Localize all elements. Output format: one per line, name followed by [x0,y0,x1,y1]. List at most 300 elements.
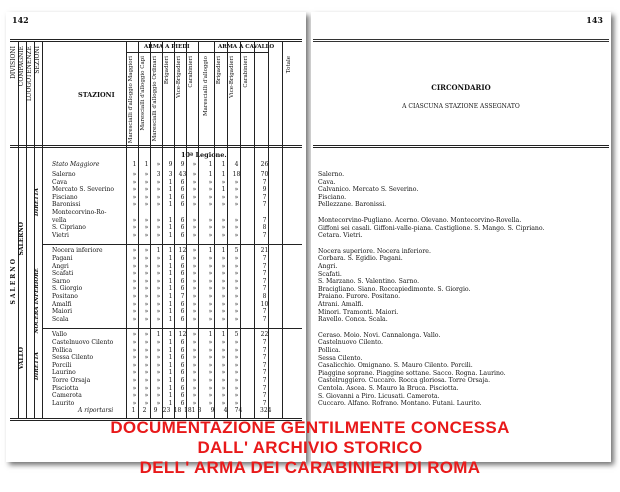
cell: 7 [262,339,267,346]
cell: » [192,231,197,239]
cell: » [132,247,137,255]
left-header-2: LUOGOTENENZE [26,46,33,102]
cell: » [156,193,161,201]
circondario-entry: Ceraso. Moio. Novi. Cannalonga. Vallo. [318,331,441,339]
cell: 26 [260,161,269,168]
cell: 1 [168,399,173,407]
cell: 7 [262,216,267,224]
cell: 5 [234,247,239,255]
cell: » [132,346,137,354]
column-header-4: Vice-Brigadieri [176,56,182,98]
column-header-5: Carabinieri [188,56,194,88]
left-header-1: COMPAGNIE [18,46,25,87]
cell: » [208,308,213,316]
cell: » [221,193,226,201]
cell: 1 [221,186,226,194]
station-name: Angri [52,262,69,270]
cell: » [208,399,213,407]
cell: 1 [168,339,173,346]
rule [42,328,302,329]
cell: 1 [168,231,173,239]
cell: 1 [168,262,173,270]
cell: » [221,201,226,209]
column-header-8: Vice-Brigadieri [229,56,235,98]
stato-maggiore-label: Stato Maggiore [52,161,100,168]
cell: 6 [180,346,185,354]
cell: » [221,262,226,270]
cell: 3 [156,171,161,178]
cell: 7 [262,231,267,239]
circondario-entry: S. Marzano. S. Valentino. Sarno. [318,278,420,286]
cell: » [221,361,226,369]
cell: 1 [168,277,173,285]
cell: » [192,331,197,339]
circondario-entry: Piaggine soprane. Piaggine sottane. Sacco. Rogna. Laurino. [318,369,506,377]
cell: » [156,277,161,285]
cell: » [132,399,137,407]
cell: 1 [221,161,226,168]
cell: » [234,392,239,400]
station-name: Mercato S. Severino [52,186,115,194]
circondario-entry: Giffoni sei casali. Giffoni-valle-piana. Castiglione. S. Mango. S. Cipriano. [318,224,545,232]
cell: » [234,377,239,384]
cell: 12 [178,331,187,339]
cell: 7 [262,361,267,369]
cell: 1 [168,224,173,232]
archive-watermark [0,418,620,478]
cell: » [234,399,239,407]
station-name: Fisciano [52,193,78,201]
cell: » [132,377,137,384]
cell: » [192,384,197,392]
cell: 1 [208,161,213,168]
cell: » [208,354,213,362]
riportarsi-label: A riportarsi [78,407,114,414]
cell: » [192,224,197,232]
cell: 5 [234,331,239,339]
cell: » [221,293,226,300]
cell: » [156,361,161,369]
cell: » [234,293,239,300]
cell: » [234,354,239,362]
cell: » [192,161,197,168]
cell: 6 [180,308,185,316]
cell: » [144,216,149,224]
riportarsi-cell: 23 [162,407,171,414]
cell: » [144,201,149,209]
cell: » [221,354,226,362]
cell: » [132,262,137,270]
cell: » [144,384,149,392]
cell: 6 [180,369,185,377]
cell: » [156,339,161,346]
cell: 6 [180,377,185,384]
cell: » [234,369,239,377]
rule [126,52,214,53]
cell: 1 [168,186,173,194]
cell: » [132,231,137,239]
circondario-entry: Salerno. [318,171,345,178]
cell: 1 [168,384,173,392]
cell: » [208,216,213,224]
station-name: Amalfi [52,300,72,308]
rule [214,52,268,53]
cell: » [221,377,226,384]
cell: » [208,377,213,384]
station-name: Torre Orsaja [52,377,91,384]
cell: » [234,300,239,308]
cell: » [208,361,213,369]
riportarsi-cell: 4 [223,407,228,414]
circondario-title: CIRCONDARIO [431,83,491,92]
left-header-3: SEZIONI [34,46,41,74]
cell: 1 [168,361,173,369]
cell: » [208,262,213,270]
cell: » [192,186,197,194]
cell: 1 [168,193,173,201]
station-name: Pisciotta [52,384,79,392]
cell: 6 [180,178,185,186]
cell: » [156,270,161,278]
division-label: SALERNO [10,257,17,305]
cell: » [144,308,149,316]
left-header-0: DIVISIONI [10,46,17,79]
cell: » [156,161,161,168]
cell: » [234,346,239,354]
arma-piedi-header: ARMA A PIEDI [144,44,190,50]
cell: » [156,178,161,186]
circondario-entry: Montecorvino-Pugliano. Acerno. Olevano. Montecorvino-Rovella. [318,217,522,224]
cell: 1 [168,270,173,278]
cell: » [192,293,197,300]
cell: » [208,255,213,262]
riportarsi-cell: 324 [260,407,272,414]
cell: » [221,392,226,400]
cell: 6 [180,285,185,293]
cell: » [132,201,137,209]
cell: » [156,216,161,224]
cell: 1 [144,161,149,168]
cell: » [144,262,149,270]
cell: » [156,255,161,262]
cell: 9 [180,161,185,168]
cell: » [144,399,149,407]
station-name: Montecorvino-Ro- [52,209,107,216]
station-name: Scafati [52,270,74,278]
cell: 7 [262,262,267,270]
cell: 1 [156,331,161,339]
cell: 7 [262,315,267,323]
cell: 18 [232,171,241,178]
cell: » [144,293,149,300]
riportarsi-cell: 1 [131,407,136,414]
column-header-6: Marescialli d'alloggio [203,56,209,117]
cell: » [192,300,197,308]
cell: 1 [168,247,173,255]
stations-header: STAZIONI [78,91,115,99]
cell: 6 [180,255,185,262]
station-name: Vallo [52,331,67,339]
cell: 12 [178,247,187,255]
cell: 6 [180,201,185,209]
station-name: Sessa Cilento [52,354,94,362]
cell: » [234,178,239,186]
cell: » [192,346,197,354]
circondario-entry: Castelruggiero. Cuccaro. Rocca gloriosa. Torre Orsaja. [318,377,491,385]
cell: 1 [168,346,173,354]
circondario-entry: Calvanico. Mercato S. Severino. [318,186,419,194]
station-name: Camerota [52,392,82,400]
cell: 7 [262,201,267,209]
cell: » [208,339,213,346]
cell: 1 [208,331,213,339]
arma-cavallo-header: ARMA A CAVALLO [218,44,275,50]
cell: » [221,346,226,354]
cell: » [192,262,197,270]
cell: » [132,308,137,316]
cell: 1 [221,331,226,339]
right-page [311,12,611,462]
cell: 7 [262,178,267,186]
riportarsi-cell: 9 [210,407,215,414]
cell: » [221,178,226,186]
cell: 7 [262,354,267,362]
cell: » [192,377,197,384]
cell: » [234,315,239,323]
cell: » [208,270,213,278]
column-header-7: Brigadieri [216,56,222,85]
lieutenancy-label-0: DIRETTA [34,188,40,217]
cell: » [208,369,213,377]
total-header: Totale [286,56,292,74]
cell: » [234,339,239,346]
left-page-number: 142 [12,15,29,25]
station-name: Salerno [52,171,76,178]
cell: » [156,293,161,300]
cell: » [156,392,161,400]
cell: » [144,231,149,239]
cell: » [208,346,213,354]
rule [10,39,302,40]
cell: 1 [221,247,226,255]
cell: » [234,308,239,316]
cell: 7 [262,369,267,377]
cell: » [234,285,239,293]
circondario-entry: Angri. [318,263,338,270]
cell: » [192,255,197,262]
cell: 7 [262,285,267,293]
cell: » [144,315,149,323]
cell: 7 [262,399,267,407]
cell: » [132,369,137,377]
cell: » [192,285,197,293]
cell: » [156,300,161,308]
cell: » [156,308,161,316]
cell: » [234,270,239,278]
cell: » [156,186,161,194]
cell: » [208,277,213,285]
cell: » [156,346,161,354]
station-name: S. Cipriano [52,224,86,232]
cell: » [221,300,226,308]
cell: » [234,277,239,285]
cell: » [144,354,149,362]
cell: 6 [180,231,185,239]
cell: » [221,315,226,323]
cell: 6 [180,361,185,369]
cell: 6 [180,315,185,323]
cell: » [132,384,137,392]
cell: » [208,231,213,239]
cell: 1 [168,354,173,362]
riportarsi-cell: 3 [197,407,202,414]
station-name: Sarno [52,277,71,285]
cell: » [221,277,226,285]
station-name: Castelnuovo Cilento [52,339,114,346]
cell: » [221,339,226,346]
cell: 4 [234,161,239,168]
cell: » [144,247,149,255]
station-name: Nocera inferiore [52,247,103,255]
cell: » [192,193,197,201]
cell: » [132,293,137,300]
cell: » [192,178,197,186]
cell: 6 [180,399,185,407]
rule [42,244,302,245]
cell: » [156,354,161,362]
cell: 7 [262,193,267,201]
cell: » [208,285,213,293]
cell: » [221,369,226,377]
cell: » [156,369,161,377]
legion-title: 10ª Legione. [181,151,227,159]
cell: 6 [180,339,185,346]
cell: » [234,224,239,232]
rule [254,41,255,418]
cell: » [144,224,149,232]
station-name: Laurino [52,369,76,377]
watermark-line-1: DOCUMENTAZIONE GENTILMENTE CONCESSA [110,418,510,437]
cell: » [156,285,161,293]
rule [282,41,283,418]
company2-label: VALLO [18,347,25,370]
column-header-3: Brigadieri [164,56,170,85]
cell: » [234,193,239,201]
cell: » [208,300,213,308]
cell: 1 [168,331,173,339]
cell: » [144,171,149,178]
cell: » [208,315,213,323]
station-name: Pagani [52,255,73,262]
cell: 9 [262,186,267,194]
cell: » [208,384,213,392]
cell: 7 [262,377,267,384]
cell: » [132,361,137,369]
rule [10,147,302,148]
cell: » [132,339,137,346]
cell: 1 [168,201,173,209]
cell: 21 [260,247,269,255]
cell: » [156,201,161,209]
cell: » [132,331,137,339]
cell: » [192,339,197,346]
cell: 1 [168,308,173,316]
cell: » [156,231,161,239]
cell: » [132,277,137,285]
cell: 8 [262,293,267,300]
cell: » [144,186,149,194]
left-page [6,12,306,462]
cell: » [192,277,197,285]
circondario-entry: Pollica. [318,347,341,354]
cell: » [144,178,149,186]
riportarsi-cell: 2 [142,407,147,414]
cell: » [144,339,149,346]
riportarsi-cell: 9 [153,407,158,414]
cell: 1 [168,293,173,300]
cell: » [156,377,161,384]
cell: 7 [262,384,267,392]
cell: 22 [260,331,269,339]
circondario-entry: Cuccaro. Alfano. Rofrano. Montano. Futani. Laurito. [318,400,482,408]
cell: » [221,285,226,293]
cell: » [192,247,197,255]
cell: 6 [180,384,185,392]
station-name: S. Giorgio [52,285,83,293]
cell: » [132,354,137,362]
cell: » [234,255,239,262]
column-header-1: Marescialli d'alloggio Capi [140,56,146,131]
cell: 1 [156,247,161,255]
cell: » [208,193,213,201]
station-name: vella [52,216,67,224]
cell: 1 [168,255,173,262]
cell: 6 [180,354,185,362]
cell: 6 [180,277,185,285]
cell: » [144,369,149,377]
cell: » [234,201,239,209]
cell: 6 [180,300,185,308]
cell: » [221,399,226,407]
column-header-9: Carabinieri [243,56,249,88]
circondario-entry: Praiano. Furore. Positano. [318,293,401,301]
cell: 6 [180,392,185,400]
circondario-entry: Ravello. Conca. Scala. [318,316,388,324]
cell: » [144,193,149,201]
cell: » [208,186,213,194]
circondario-entry: Castelnuovo Cilento. [318,339,384,347]
cell: » [144,285,149,293]
cell: » [234,384,239,392]
cell: » [192,361,197,369]
cell: 1 [208,247,213,255]
circondario-entry: Corbara. S. Egidio. Pagani. [318,255,403,263]
cell: 7 [262,308,267,316]
circondario-entry: Casalicchio. Omignano. S. Mauro Cilento. Porcili. [318,362,473,370]
cell: » [234,262,239,270]
cell: » [132,270,137,278]
riportarsi-cell: 18 [173,407,182,414]
cell: 9 [168,161,173,168]
cell: 1 [168,216,173,224]
cell: » [132,224,137,232]
station-name: Cava [52,178,68,186]
station-name: Maiori [52,308,73,316]
cell: 1 [168,392,173,400]
cell: » [144,277,149,285]
cell: » [192,201,197,209]
cell: 6 [180,270,185,278]
